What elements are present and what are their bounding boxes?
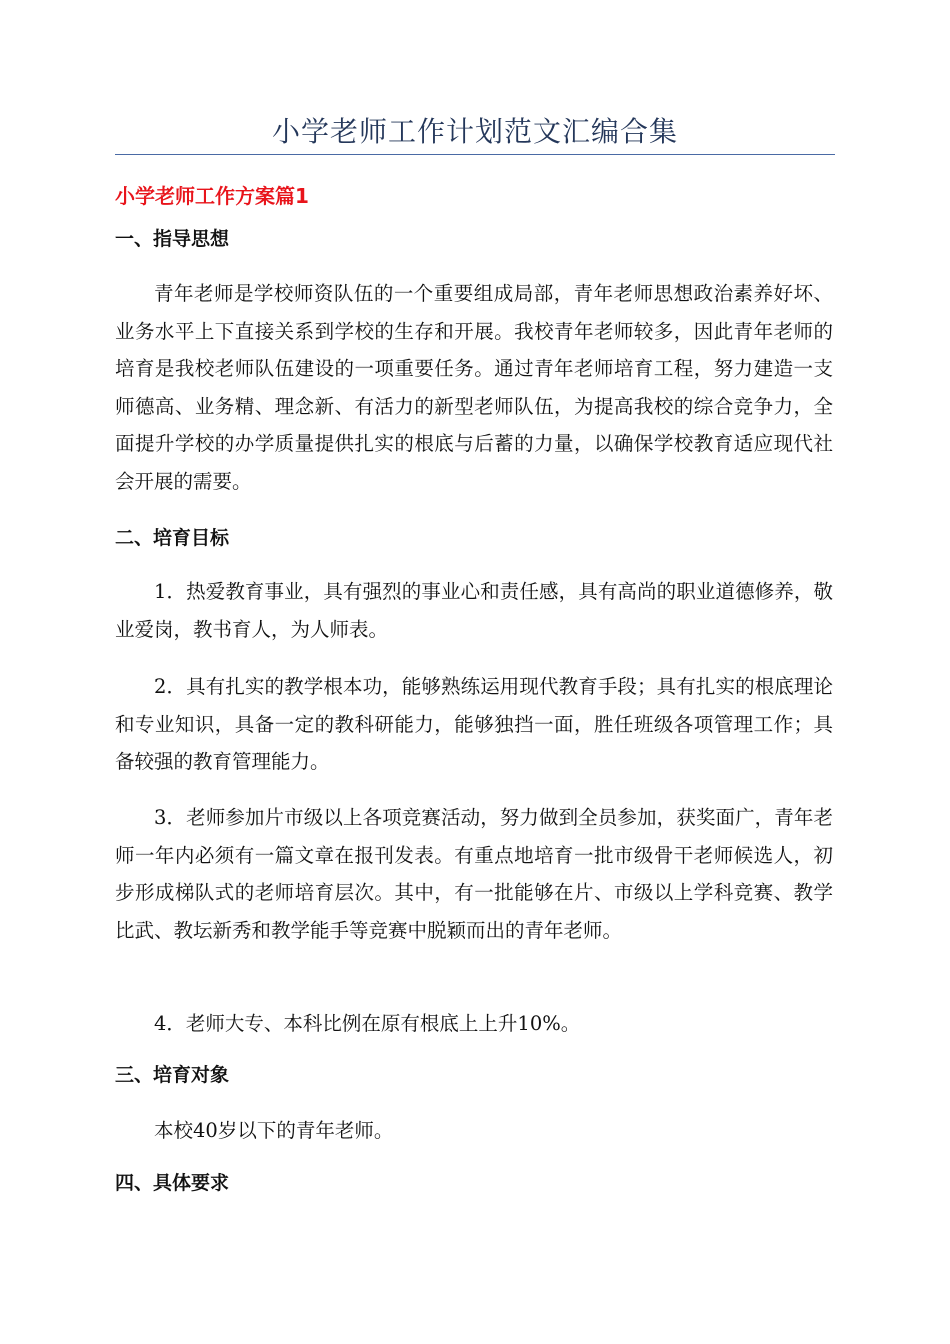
paragraph-goal-2: 2．具有扎实的教学根本功，能够熟练运用现代教育手段；具有扎实的根底理论和专业知识，具备一定的教科研能力，能够独挡一面，胜任班级各项管理工作；具备较强的教育管理能力。 [115,675,833,773]
heading-training-goals: 二、培育目标 [115,527,230,549]
paragraph-goal-4: 4．老师大专、本科比例在原有根底上上升10%。 [154,1012,581,1035]
paragraph-training-targets: 本校40岁以下的青年老师。 [154,1119,394,1142]
paragraph-goal-1: 1．热爱教育事业，具有强烈的事业心和责任感，具有高尚的职业道德修养，敬业爱岗，教书育人，为人师表。 [115,580,833,641]
heading-training-targets: 三、培育对象 [115,1064,230,1086]
section-title: 小学老师工作方案篇1 [115,184,309,208]
heading-guiding-ideology: 一、指导思想 [115,228,230,250]
heading-specific-requirements: 四、具体要求 [115,1172,230,1194]
document-title: 小学老师工作计划范文汇编合集 [271,115,678,148]
title-underline [115,154,835,155]
paragraph-guiding-ideology: 青年老师是学校师资队伍的一个重要组成局部，青年老师思想政治素养好坏、业务水平上下直接关系到学校的生存和开展。我校青年老师较多，因此青年老师的培育是我校老师队伍建设的一项重要任务。通过青年老师培育工程，努力建造一支师德高、业务精、理念新、有活力的新型老师队伍，为提高我校的综合竞争力，全面提升学校的办学质量提供扎实的根底与后蓄的力量，以确保学校教育适应现代社会开展的需要。 [115,282,833,493]
paragraph-goal-3: 3．老师参加片市级以上各项竞赛活动，努力做到全员参加，获奖面广，青年老师一年内必须有一篇文章在报刊发表。有重点地培育一批市级骨干老师候选人，初步形成梯队式的老师培育层次。其中，有一批能够在片、市级以上学科竞赛、教学比武、教坛新秀和教学能手等竞赛中脱颖而出的青年老师。 [115,806,833,942]
